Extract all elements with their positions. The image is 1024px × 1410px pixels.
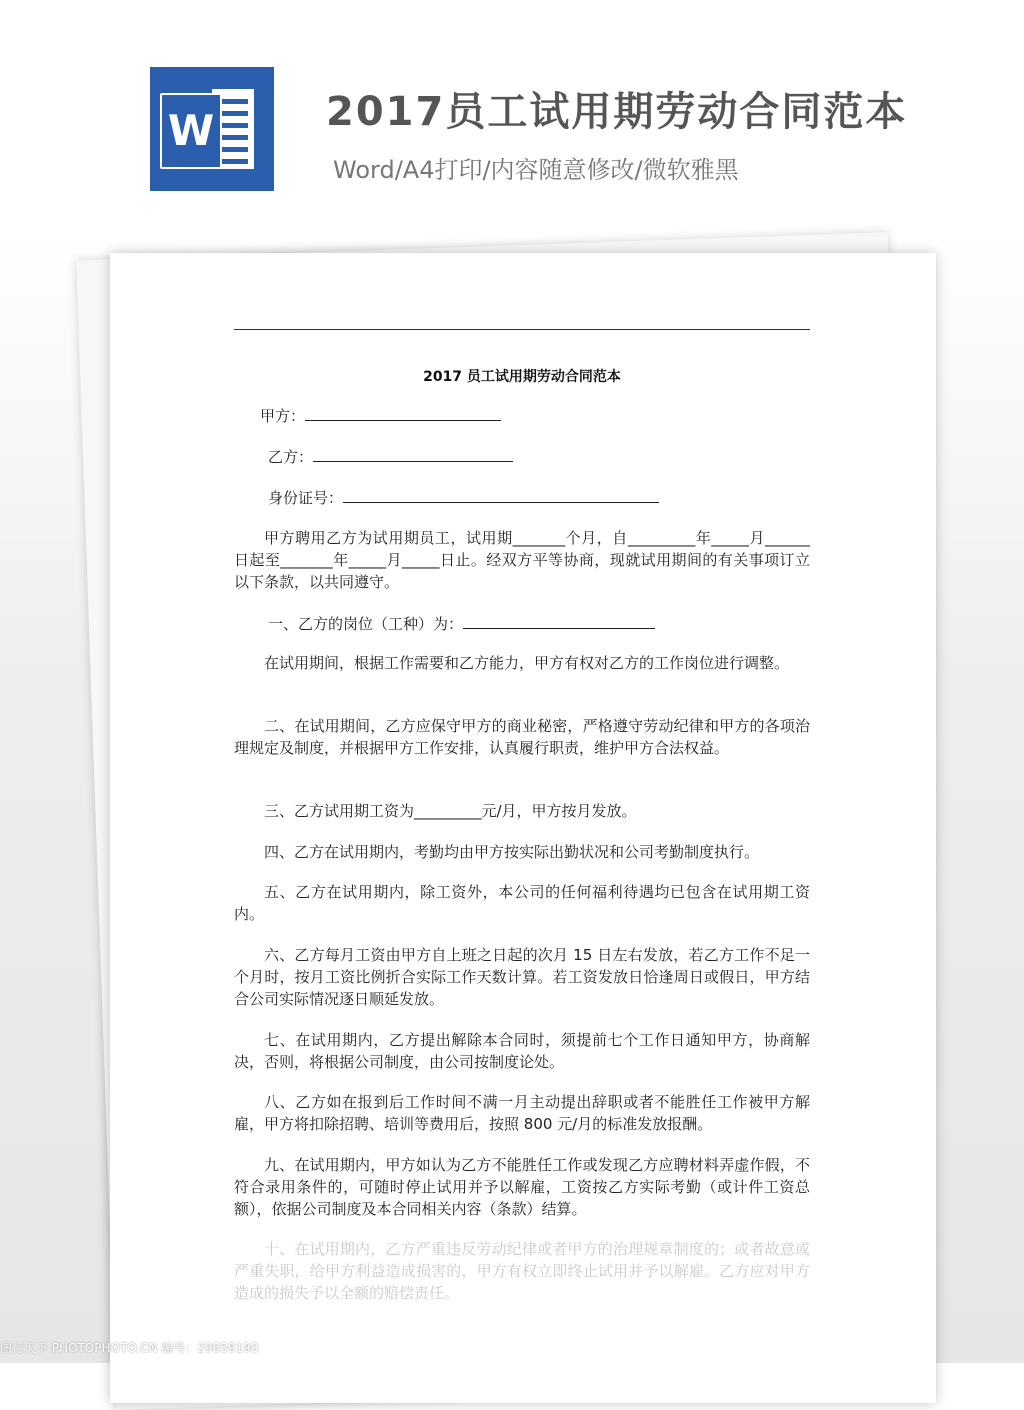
clause-10: 十、在试用期内，乙方严重违反劳动纪律或者甲方的治理规章制度的；或者故意或严重失职，给甲方利益造成损害的，甲方有权立即终止试用并予以解雇。乙方应对甲方造成的损失予以全额的赔偿责任。 — [234, 1240, 810, 1302]
party-b-blank — [313, 447, 513, 462]
word-icon — [150, 67, 274, 191]
watermark: 图行天下 PHOTOPHOTO.CN 编号：29059190 — [0, 1341, 259, 1355]
id-number-label: 身份证号： — [268, 489, 344, 507]
paper-sheet-front — [110, 253, 936, 1403]
party-a-field — [260, 405, 501, 426]
clause-3: 三、乙方试用期工资为_________元/月，甲方按月发放。 — [264, 802, 637, 820]
page-title: 2017员工试用期劳动合同范本 — [326, 89, 908, 135]
clause-5: 五、乙方在试用期内，除工资外，本公司的任何福利待遇均已包含在试用期工资内。 — [234, 883, 810, 923]
party-b-label: 乙方： — [268, 448, 314, 466]
clause-6: 六、乙方每月工资由甲方自上班之日起的次月 15 日左右发放，若乙方工作不足一个月时，按月工资比例折合实际工作天数计算。若工资发放日恰逢周日或假日，甲方结合公司实际情况逐日顺延发放。 — [234, 946, 810, 1008]
clause-1-text: 在试用期间，根据工作需要和乙方能力，甲方有权对乙方的工作岗位进行调整。 — [264, 654, 790, 672]
clause-1-label: 一、乙方的岗位（工种）为： — [268, 615, 464, 633]
party-b-field — [268, 446, 513, 467]
clause-4: 四、乙方在试用期内，考勤均由甲方按实际出勤状况和公司考勤制度执行。 — [264, 843, 760, 861]
intro-paragraph: 甲方聘用乙方为试用期员工，试用期_______个月，自_________年_____月______日起至_______年_____月_____日止。经双方平等协商，现就试用期间的有关事项订立以下条款，以共同遵守。 — [234, 529, 810, 591]
clause-9: 九、在试用期内，甲方如认为乙方不能胜任工作或发现乙方应聘材料弄虚作假，不符合录用条件的，可随时停止试用并予以解雇，工资按乙方实际考勤（或计件工资总额），依据公司制度及本合同相关内容（条款）结算。 — [234, 1156, 810, 1218]
clause-7: 七、在试用期内，乙方提出解除本合同时，须提前七个工作日通知甲方，协商解决，否则，将根据公司制度，由公司按制度论处。 — [234, 1031, 810, 1071]
document-title: 2017 员工试用期劳动合同范本 — [423, 369, 621, 385]
clause-8: 八、乙方如在报到后工作时间不满一月主动提出辞职或者不能胜任工作被甲方解雇，甲方将扣除招聘、培训等费用后，按照 800 元/月的标准发放报酬。 — [234, 1093, 810, 1133]
id-number-field — [268, 487, 659, 508]
header-rule — [234, 329, 810, 330]
party-a-label: 甲方： — [260, 407, 306, 425]
word-letter: W — [160, 93, 222, 169]
clause-1-blank — [463, 614, 655, 629]
id-number-blank — [343, 488, 659, 503]
party-a-blank — [305, 406, 501, 421]
page-subtitle: Word/A4打印/内容随意修改/微软雅黑 — [333, 156, 739, 184]
clause-1-field — [268, 613, 655, 634]
clause-2: 二、在试用期间，乙方应保守甲方的商业秘密，严格遵守劳动纪律和甲方的各项治理规定及制度，并根据甲方工作安排，认真履行职责，维护甲方合法权益。 — [234, 717, 810, 757]
